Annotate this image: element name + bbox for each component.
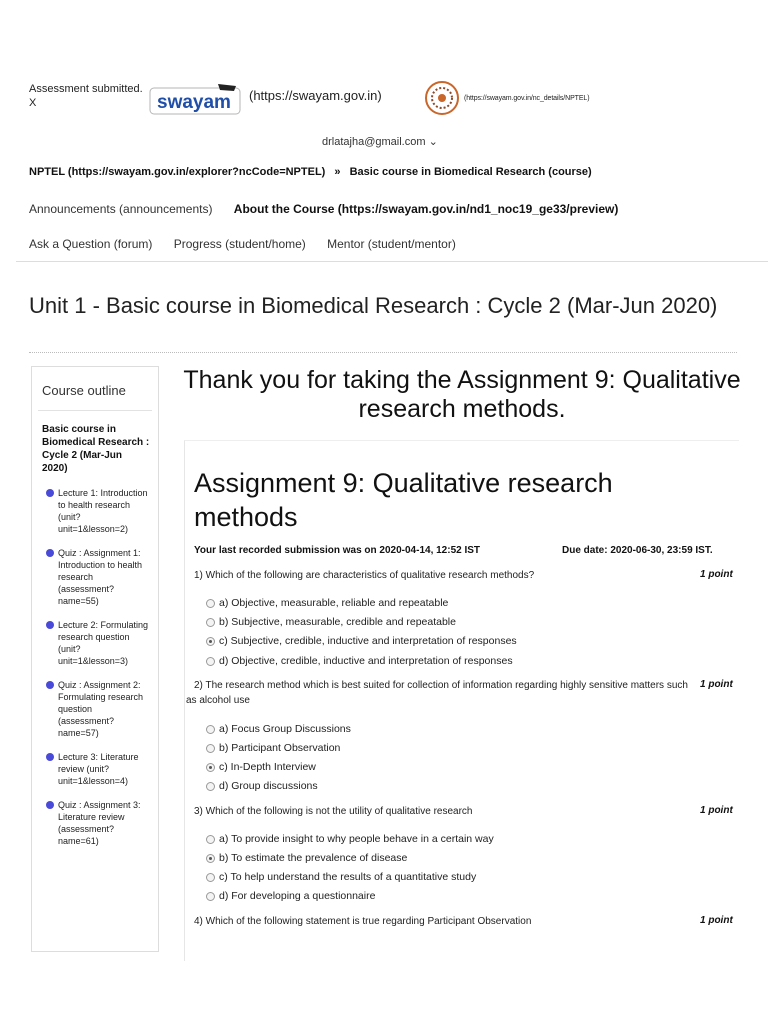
q3-option-a[interactable] bbox=[206, 833, 494, 845]
close-x[interactable]: X bbox=[29, 97, 37, 109]
option-label: d) Group discussions bbox=[219, 780, 318, 792]
radio-button[interactable] bbox=[206, 835, 215, 844]
bullet-icon bbox=[46, 621, 54, 629]
radio-button[interactable] bbox=[206, 657, 215, 666]
option-label: c) To help understand the results of a quantitative study bbox=[219, 871, 477, 883]
q3-option-b[interactable] bbox=[206, 852, 407, 864]
radio-button[interactable] bbox=[206, 744, 215, 753]
option-label: b) To estimate the prevalence of disease bbox=[219, 852, 408, 864]
radio-button[interactable] bbox=[206, 618, 215, 627]
option-label: d) Objective, credible, inductive and interpretation of responses bbox=[219, 655, 513, 667]
last-submission: Your last recorded submission was on 2020-04-14, 12:52 IST bbox=[194, 545, 481, 556]
bullet-icon bbox=[46, 489, 54, 497]
option-label: c) In-Depth Interview bbox=[219, 761, 316, 773]
question-1-text: 1) Which of the following are characteristics of qualitative research methods? bbox=[194, 570, 535, 581]
user-menu[interactable] bbox=[322, 135, 438, 148]
nav-ask-question[interactable]: Ask a Question (forum) bbox=[29, 237, 153, 251]
q1-option-c[interactable] bbox=[206, 635, 517, 647]
option-label: a) To provide insight to why people behave in a certain way bbox=[219, 833, 494, 845]
nav-announcements[interactable]: Announcements (announcements) bbox=[29, 202, 213, 216]
sidebar-item-label: Quiz : Assignment 1: Introduction to health research (assessment?name=55) bbox=[58, 548, 143, 606]
bullet-icon bbox=[46, 801, 54, 809]
sidebar-item-lecture-2[interactable] bbox=[58, 619, 150, 667]
assessment-submitted-text: Assessment submitted. bbox=[29, 83, 143, 95]
nav-progress[interactable]: Progress (student/home) bbox=[173, 237, 306, 251]
sidebar-divider bbox=[38, 410, 152, 411]
assignment-title: Assignment 9: Qualitative research methods bbox=[194, 468, 613, 532]
bullet-icon bbox=[46, 753, 54, 761]
radio-button[interactable] bbox=[206, 725, 215, 734]
course-outline-sidebar bbox=[31, 366, 159, 952]
radio-button-selected[interactable] bbox=[206, 854, 215, 863]
breadcrumb bbox=[29, 166, 592, 178]
q2-option-a[interactable] bbox=[206, 723, 351, 735]
question-4-text: 4) Which of the following statement is true regarding Participant Observation bbox=[194, 916, 532, 927]
course-nav-row-1 bbox=[29, 202, 618, 216]
bullet-icon bbox=[46, 549, 54, 557]
question-1-points: 1 point bbox=[700, 569, 733, 580]
q2-option-b[interactable] bbox=[206, 742, 340, 754]
due-date: Due date: 2020-06-30, 23:59 IST. bbox=[562, 545, 713, 556]
breadcrumb-nptel[interactable]: NPTEL (https://swayam.gov.in/explorer?ncCode=NPTEL) bbox=[29, 166, 326, 178]
dotted-divider bbox=[29, 352, 737, 353]
radio-button[interactable] bbox=[206, 873, 215, 882]
sidebar-item-quiz-3[interactable] bbox=[58, 799, 150, 847]
unit-title: Unit 1 - Basic course in Biomedical Research : Cycle 2 (Mar-Jun 2020) bbox=[29, 293, 718, 318]
thank-you-message: Thank you for taking the Assignment 9: Qualitative research methods. bbox=[183, 366, 741, 423]
breadcrumb-separator: » bbox=[334, 166, 341, 178]
radio-button[interactable] bbox=[206, 599, 215, 608]
question-3-text: 3) Which of the following is not the utility of qualitative research bbox=[194, 806, 473, 817]
swayam-logo[interactable] bbox=[148, 82, 244, 120]
course-nav-row-2 bbox=[29, 237, 474, 251]
radio-button[interactable] bbox=[206, 892, 215, 901]
user-email: drlatajha@gmail.com bbox=[322, 136, 426, 148]
option-label: b) Subjective, measurable, credible and repeatable bbox=[219, 616, 456, 628]
sidebar-item-label: Lecture 1: Introduction to health research (unit?unit=1&lesson=2) bbox=[58, 488, 148, 534]
radio-button[interactable] bbox=[206, 782, 215, 791]
breadcrumb-course[interactable]: Basic course in Biomedical Research (course) bbox=[349, 166, 592, 178]
radio-button-selected[interactable] bbox=[206, 637, 215, 646]
nptel-link[interactable]: (https://swayam.gov.in/nc_details/NPTEL) bbox=[464, 95, 590, 102]
question-2-points: 1 point bbox=[700, 679, 733, 690]
sidebar-title: Course outline bbox=[42, 383, 126, 398]
swayam-link[interactable]: (https://swayam.gov.in) bbox=[249, 88, 382, 103]
divider bbox=[16, 261, 768, 262]
q1-option-d[interactable] bbox=[206, 655, 513, 667]
sidebar-item-quiz-1[interactable] bbox=[58, 547, 150, 607]
option-label: d) For developing a questionnaire bbox=[219, 890, 376, 902]
q3-option-c[interactable] bbox=[206, 871, 476, 883]
sidebar-course-name[interactable]: Basic course in Biomedical Research : Cycle 2 (Mar-Jun 2020) bbox=[42, 424, 150, 474]
bullet-icon bbox=[46, 681, 54, 689]
option-label: c) Subjective, credible, inductive and interpretation of responses bbox=[219, 635, 517, 647]
sidebar-item-lecture-3[interactable] bbox=[58, 751, 150, 787]
nav-about-course[interactable]: About the Course (https://swayam.gov.in/nd1_noc19_ge33/preview) bbox=[233, 202, 619, 216]
option-label: a) Objective, measurable, reliable and repeatable bbox=[219, 597, 449, 609]
q3-option-d[interactable] bbox=[206, 890, 375, 902]
q1-option-b[interactable] bbox=[206, 616, 456, 628]
sidebar-item-quiz-2[interactable] bbox=[58, 679, 150, 739]
swayam-logo-text: swayam bbox=[157, 92, 231, 113]
sidebar-item-label: Lecture 2: Formulating research question (unit?unit=1&lesson=3) bbox=[58, 620, 149, 666]
q2-option-d[interactable] bbox=[206, 780, 318, 792]
option-label: a) Focus Group Discussions bbox=[219, 723, 351, 735]
sidebar-item-lecture-1[interactable] bbox=[58, 487, 150, 535]
chevron-down-icon: ⌄ bbox=[428, 136, 438, 148]
q2-option-c[interactable] bbox=[206, 761, 316, 773]
sidebar-item-label: Lecture 3: Literature review (unit?unit=1&lesson=4) bbox=[58, 752, 139, 786]
question-4-points: 1 point bbox=[700, 915, 733, 926]
option-label: b) Participant Observation bbox=[219, 742, 341, 754]
sidebar-item-label: Quiz : Assignment 2: Formulating research question (assessment?name=57) bbox=[58, 680, 144, 738]
nav-mentor[interactable]: Mentor (student/mentor) bbox=[327, 237, 456, 251]
nptel-seal-icon[interactable] bbox=[424, 80, 460, 116]
assessment-submitted-note bbox=[29, 82, 147, 110]
q1-option-a[interactable] bbox=[206, 597, 448, 609]
sidebar-item-label: Quiz : Assignment 3: Literature review (assessment?name=61) bbox=[58, 800, 141, 846]
question-2-text: 2) The research method which is best suited for collection of information regarding highly sensitive matters such as alcohol use bbox=[186, 680, 688, 706]
radio-button-selected[interactable] bbox=[206, 763, 215, 772]
question-3-points: 1 point bbox=[700, 805, 733, 816]
